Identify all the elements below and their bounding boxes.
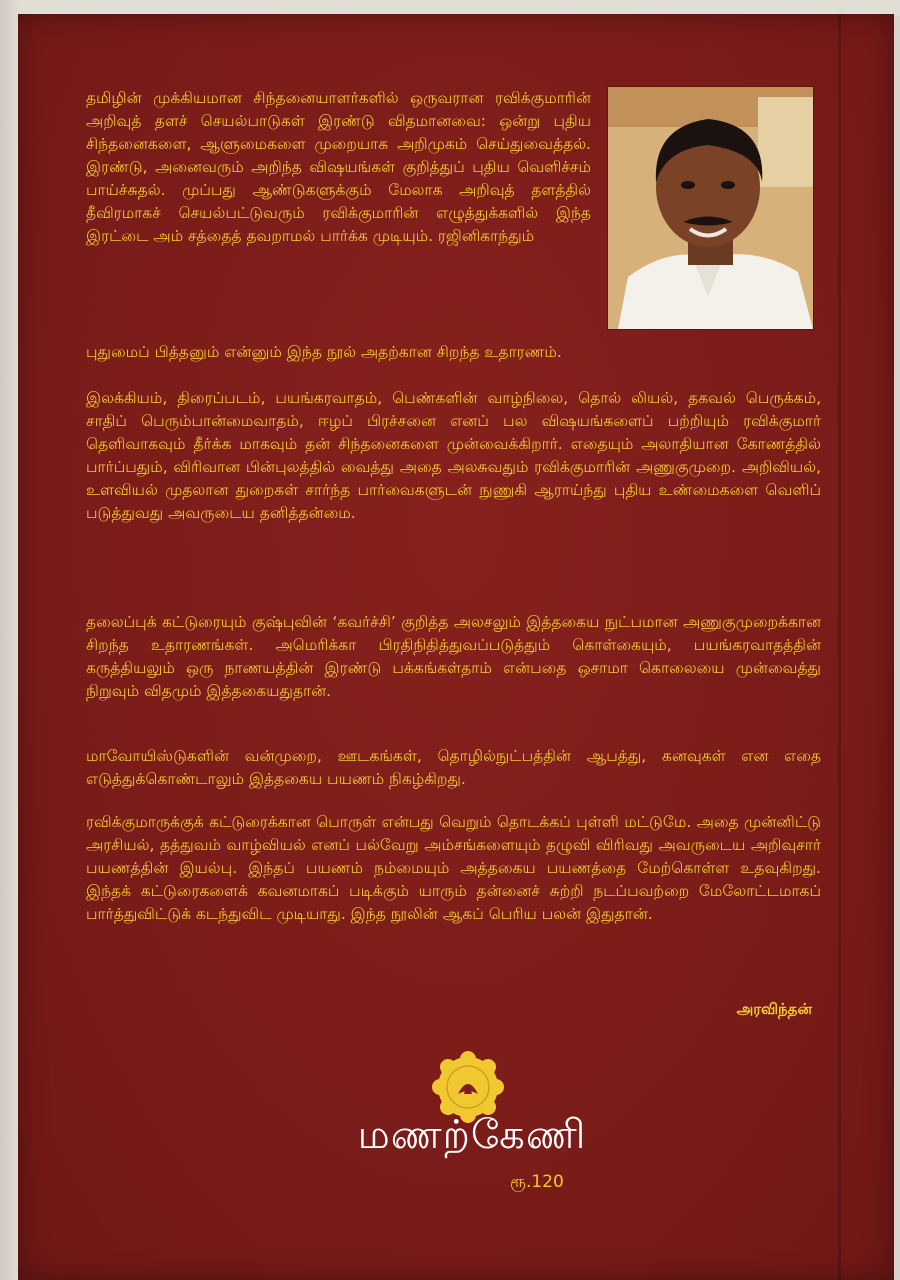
author-portrait-illustration <box>608 87 813 329</box>
author-signature: அரவிந்தன் <box>736 1000 812 1018</box>
spine-fold-line <box>838 14 841 1280</box>
price-label: ரூ.120 <box>510 1172 564 1192</box>
intro-paragraph: தமிழின் முக்கியமான சிந்தனையாளர்களில் ஒருவரான ரவிக்குமாரின் அறிவுத் தளச் செயல்பாடுகள் இரண்டு விதமானவை: ஒன்று புதிய சிந்தனைகளை, ஆளுமைகளை முறையாக அறிமுகம் செய்துவைத்தல். இரண்டு, அனைவரும் அறிந்த விஷயங்கள் குறித்துப் புதிய வெளிச்சம் பாய்ச்சுதல். முப்பது ஆண்டுகளுக்கும் மேலாக அறிவுத் தளத்தில் தீவிரமாகச் செயல்பட்டுவரும் ரவிக்குமாரின் எழுத்துக்களில் இந்த இரட்டை அம் சத்தைத் தவறாமல் பார்க்க முடியும். ரஜினிகாந்தும் <box>86 89 591 245</box>
intro-paragraph-end: புதுமைப் பித்தனும் என்னும் இந்த நூல் அதற்கான சிறந்த உதாரணம். <box>86 343 562 361</box>
author-photo <box>607 86 814 330</box>
paragraph-3: தலைப்புக் கட்டுரையும் குஷ்புவின் ‘கவர்ச்சி’ குறித்த அலசலும் இத்தகைய நுட்பமான அணுகுமுறைக்கான சிறந்த உதாரணங்கள். அமெரிக்கா பிரதிநிதித்துவப்படுத்தும் கொள்கையும், பயங்கரவாதத்தின் கருத்தியலும் ஒரு நாணயத்தின் இரண்டு பக்கங்கள்தாம் என்பதை ஒசாமா கொலையை முன்வைத்து நிறுவும் விதமும் இத்தகையதுதான். <box>86 613 821 700</box>
paragraph-4: மாவோயிஸ்டுகளின் வன்முறை, ஊடகங்கள், தொழில்நுட்பத்தின் ஆபத்து, கனவுகள் என எதை எடுத்துக்கொண்டாலும் இத்தகைய பயணம் நிகழ்கிறது. <box>86 747 821 788</box>
paragraph-5: ரவிக்குமாருக்குக் கட்டுரைக்கான பொருள் என்பது வெறும் தொடக்கப் புள்ளி மட்டுமே. அதை முன்னிட்டு அரசியல், தத்துவம் வாழ்வியல் எனப் பல்வேறு அம்சங்களையும் தழுவி விரிவது அவருடைய அறிவுசார் பயணத்தின் இயல்பு. இந்தப் பயணம் நம்மையும் அத்தகைய பயணத்தை மேற்கொள்ள உதவுகிறது. இந்தக் கட்டுரைகளைக் கவனமாகப் படிக்கும் யாரும் தன்னைச் சுற்றி நடப்பவற்றை மேலோட்டமாகப் பார்த்துவிட்டுக் கடந்துவிட முடியாது. இந்த நூலின் ஆகப் பெரிய பலன் இதுதான். <box>86 813 821 923</box>
paragraph-2: இலக்கியம், திரைப்படம், பயங்கரவாதம், பெண்களின் வாழ்நிலை, தொல் லியல், தகவல் பெருக்கம், சாதிப் பெரும்பான்மைவாதம், ஈழப் பிரச்சனை எனப் பல விஷயங்களைப் பற்றியும் ரவிக்குமார் தெளிவாகவும் தீர்க்க மாகவும் தன் சிந்தனைகளை முன்வைக்கிறார். எதையும் அலாதியான கோணத்தில் பார்ப்பதும், விரிவான பின்புலத்தில் வைத்து அதை அலசுவதும் ரவிக்குமாரின் அணுகுமுறை. அறிவியல், உளவியல் முதலான துறைகள் சார்ந்த பார்வைகளுடன் நுணுகி ஆராய்ந்து புதிய உண்மைகளை வெளிப் படுத்துவது அவருடைய தனித்தன்மை. <box>86 389 821 522</box>
scan-edge-left <box>0 0 18 1280</box>
publisher-name: மணற்கேணி <box>357 1112 587 1158</box>
